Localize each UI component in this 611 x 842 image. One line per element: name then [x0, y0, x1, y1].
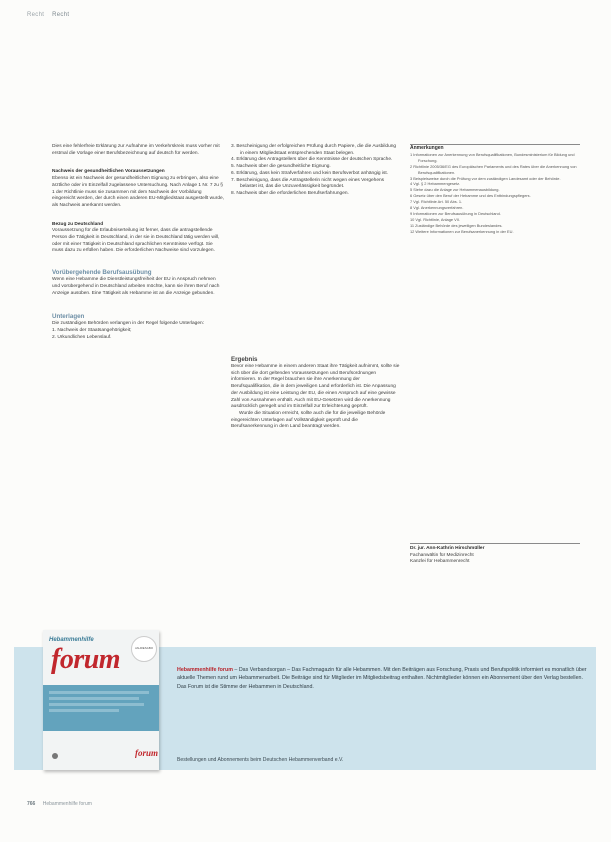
author-block	[410, 546, 580, 566]
list-item: 5. Nachweis über die gesundheitliche Eignung.	[231, 164, 331, 170]
author-line: Fachanwältin für Medizinrecht	[410, 552, 474, 558]
column-2	[231, 144, 401, 198]
note-item: 3 Beispielsweise durch die Prüfung vor dem zuständigen Landesamt oder der Behörde.	[410, 175, 561, 181]
heading-temporary: Vorübergehende Berufsausübung	[52, 269, 152, 277]
result-section	[231, 356, 401, 431]
paragraph-result: Bevor eine Hebamme in einem anderen Staat ihre Tätigkeit aufnimmt, sollte sie sich über die dort geltenden Voraussetzungen und Berufsordnungen informieren. In der Regel brauchen sie ihre Anerkennung der Berufsqualifikation, die in dem jeweiligen Land erforderlich ist. Die Anpassung der Ausbildung ist eine Leistung der EU, die einen Anspruch auf eine gewisse Zahl von Ausnahmen enthält. Auch mit EU-Gesetzen wird die Anerkennung ausdrücklich geregelt und im Einzelfall zur Erleichterung geprüft.	[231, 364, 400, 410]
page-footer	[27, 801, 92, 807]
note-item: 9 Informationen zur Berufsausübung in Deutschland.	[410, 210, 501, 216]
heading-result: Ergebnis	[231, 356, 258, 363]
note-item: 11 Zuständige Behörde des jeweiligen Bundeslandes.	[410, 222, 503, 228]
paragraph-temporary: Wenn eine Hebamme die Dienstleistungsfreiheit der EU in Anspruch nehmen und vorübergehend in Deutschland arbeiten möchte, kann sie ihren Beruf nach Anzeige ausüben. Eine Tätigkeit als Hebamme ist an die Anzeige gebunden.	[52, 277, 220, 296]
notes-column	[410, 146, 580, 235]
heading-germany: Bezug zu Deutschland	[52, 221, 104, 227]
note-item: 8 Vgl. Anerkennungsverfahren.	[410, 205, 464, 211]
promo-order: Bestellungen und Abonnements beim Deutschen Hebammenverband e.V.	[177, 757, 344, 763]
header-subsection: Recht	[52, 12, 70, 18]
list-item: 2. Urkundlichen Lebenslauf.	[52, 334, 112, 340]
journal-name: Hebammenhilfe forum	[42, 801, 92, 807]
running-header	[27, 12, 69, 18]
list-item: 4. Erklärung des Antragstellers über die Kenntnisse der deutschen Sprache.	[231, 157, 393, 163]
paragraph-result-2: Wurde die Situation erreicht, sollte auch die für die jeweilige Behörde eingereichten Unterlagen auf Vollständigkeit geprüft und die Berufsanerkennung in dem Land beantragt werden.	[231, 410, 386, 430]
documents-list	[52, 328, 224, 341]
magazine-badge: JAHRESABO	[131, 636, 157, 662]
intro-paragraph: Dies eine fehlerfreie Erklärung zur Aufnahme im Verkehrskreis muss vorher mit erstmal die Vorlage einer Berufsbezeichnung auf deutsch für werden.	[52, 144, 220, 156]
author-rule	[410, 543, 580, 544]
heading-health: Nachweis der gesundheitlichen Voraussetzungen	[52, 169, 165, 175]
note-item: 1 Informationen zur Anerkennung von Berufsqualifikationen, Bundesministerium für Bildung und Forschung.	[410, 151, 575, 163]
promo-text	[177, 666, 587, 691]
list-item: 1. Nachweis der Staatsangehörigkeit;	[52, 327, 132, 333]
author-name: Dr. jur. Ann-Kathrin Hirschmüller	[410, 546, 485, 551]
publisher-logo-icon	[52, 753, 58, 759]
magazine-title: forum	[51, 644, 121, 675]
list-item: 6. Erklärung, dass kein Strafverfahren und kein Berufsverbot anhängig ist.	[231, 170, 389, 176]
list-item: 8. Nachweis über die erforderlichen Berufserfahrungen.	[231, 190, 349, 196]
magazine-cover	[43, 630, 159, 770]
note-item: 10 Vgl. Richtlinie, Anlage VII.	[410, 216, 460, 222]
note-item: 5 Siehe dazu die Anlage zur Hebammenausbildung.	[410, 187, 500, 193]
promo-body: – Das Verbandsorgan – Das Fachmagazin für alle Hebammen. Mit den Beiträgen aus Forschung, Praxis und Berufspolitik informiert es monatlich über aktuelle Themen rund um Hebammenarbeit. Die Beiträge sind für Mitglieder im Mitgliedsbeitrag enthalten. Nichtmitglieder können ein Abonnement über den Verlag bestellen. Das Forum ist die Stimme der Hebammen in Deutschland.	[177, 667, 587, 690]
note-item: 7 Vgl. Richtlinie Art. 50 Abs. 1.	[410, 199, 463, 205]
page-number: 766	[27, 801, 36, 807]
promo-lead: Hebammenhilfe forum	[177, 667, 233, 673]
list-item: 7. Bescheinigung, dass die Antragstellerin nicht wegen eines Vergehens belastet ist, das die Unzuverlässigkeit begründet.	[231, 177, 385, 190]
paragraph-health: Ebenso ist ein Nachweis der gesundheitlichen Eignung zu erbringen, also eine ärztliche oder im Einzelfall zugelassene Untersuchung. Nach Anlage 1 Nr. 7 zu § 1 der Richtlinie muss sie zusammen mit dem Nachweis der Vorbildung eingereicht werden, der durch einen anderen EU-Mitgliedstaat ausgestellt wurde, als Nachweis anerkannt werden.	[52, 176, 224, 208]
magazine-logo: forum	[135, 748, 159, 758]
header-section: Recht	[27, 12, 45, 18]
magazine-band	[43, 685, 159, 731]
note-item: 4 Vgl. § 2 Hebammengesetz.	[410, 181, 461, 187]
column-1	[52, 144, 224, 341]
paragraph-documents: Die zuständigen Behörden verlangen in der Regel folgende Unterlagen:	[52, 321, 205, 327]
heading-documents: Unterlagen	[52, 313, 85, 321]
notes-title: Anmerkungen	[410, 145, 444, 151]
paragraph-germany: Voraussetzung für die Erlaubniserteilung ist ferner, dass die antragstellende Person die Tätigkeit in Deutschland, in der sie in Deutschland tätig werden will, oder mit einer Tätigkeit in Deutschland sprachlichen Kenntnisse verfügt. Sie muss dazu zu erfüllen haben. Die erforderlichen Nachweise sind vorzulegen.	[52, 228, 220, 254]
note-item: 12 Weitere Informationen zur Berufsanerkennung in der EU.	[410, 228, 514, 234]
list-item: 3. Bescheinigung der erfolgreichen Prüfung durch Papiere, die die Ausbildung in einem Mitgliedstaat entsprechenden Staat belegen.	[231, 144, 397, 156]
magazine-small-title: Hebammenhilfe	[49, 637, 94, 643]
author-line: Kanzlei für Hebammenrecht	[410, 559, 470, 565]
note-item: 6 Gesetz über den Beruf der Hebamme und des Entbindungspflegers.	[410, 193, 531, 199]
note-item: 2 Richtlinie 2005/36/EG des Europäischen Parlaments und des Rates über die Anerkennung von Berufsqualifikationen.	[410, 163, 577, 175]
